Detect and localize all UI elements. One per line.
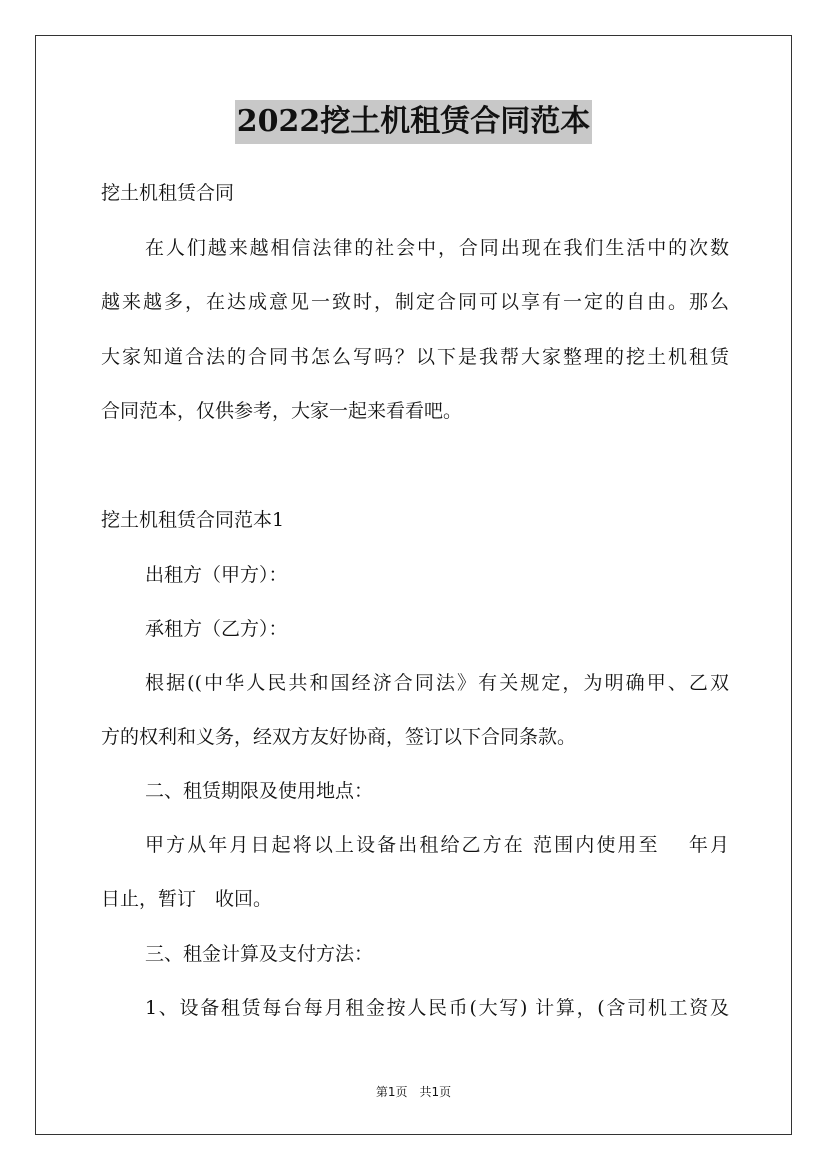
- clause2-line-1: 甲方从年月日起将以上设备出租给乙方在 范围内使用至 年月: [145, 834, 729, 856]
- basis-line-2: 方的权利和义务，经双方友好协商，签订以下合同条款。: [101, 726, 577, 748]
- clause2-heading: 二、租赁期限及使用地点：: [145, 780, 374, 802]
- document-title: 2022挖土机租赁合同范本: [235, 100, 593, 144]
- document-subtitle: 挖土机租赁合同: [101, 182, 235, 204]
- clause3-heading: 三、租金计算及支付方法：: [145, 943, 374, 965]
- intro-line-1: 在人们越来越相信法律的社会中，合同出现在我们生活中的次数: [145, 237, 729, 259]
- lessor-field: 出租方（甲方）：: [145, 564, 288, 586]
- intro-line-2: 越来越多，在达成意见一致时，制定合同可以享有一定的自由。那么: [101, 291, 729, 313]
- clause3-line-1: 1、设备租赁每台每月租金按人民币(大写) 计算，(含司机工资及: [145, 997, 729, 1019]
- intro-line-3: 大家知道合法的合同书怎么写吗？以下是我帮大家整理的挖土机租赁: [101, 346, 729, 368]
- title-container: [0, 100, 827, 144]
- page-footer: 第1页 共1页: [375, 1085, 452, 1099]
- clause2-line-2: 日止，暂订 收回。: [101, 888, 273, 910]
- intro-line-4: 合同范本，仅供参考，大家一起来看看吧。: [101, 400, 463, 422]
- lessee-field: 承租方（乙方）：: [145, 618, 288, 640]
- section-heading: 挖土机租赁合同范本1: [101, 509, 285, 531]
- basis-line-1: 根据((中华人民共和国经济合同法》有关规定，为明确甲、乙双: [145, 672, 729, 694]
